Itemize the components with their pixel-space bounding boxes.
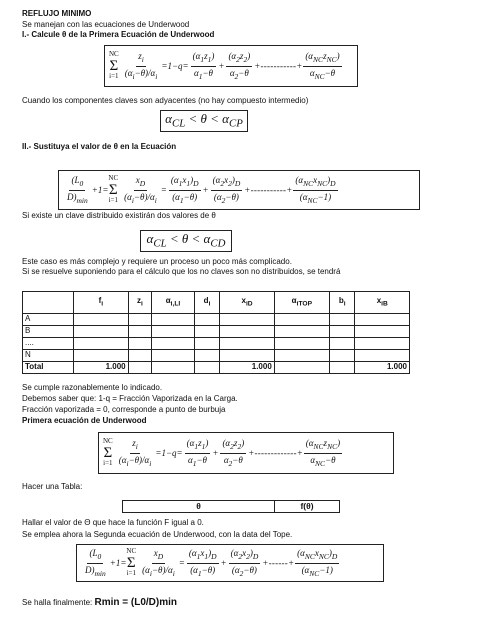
- complex-note-1: Este caso es más complejo y requiere un proceso un poco más complicado.: [22, 257, 292, 266]
- table-cell: [274, 338, 329, 350]
- step-two-heading: II.- Sustituya el valor de θ en la Ecuación: [22, 142, 177, 151]
- sum-symbol-4: NC Σ i=1: [126, 547, 137, 577]
- table-cell: [152, 350, 195, 362]
- theta-table-row: [123, 501, 340, 513]
- page-title: REFLUJO MINIMO: [22, 9, 92, 18]
- distributed-key-note: Si existe un clave distribuido existirán dos valores de θ: [22, 211, 216, 220]
- table-header-row: [23, 292, 410, 314]
- table-cell: [128, 314, 152, 326]
- underwood-second-equation: $\frac{(L_0}{D)_{min}}$ +1= NC Σ i=1 $\frac{x_D}{(\alpha_i-\theta)/\alpha_i}$ = $\frac{(\alpha_1x_1)_D}{(\alpha_1-\theta)}$ + $\frac{(\alpha_2x_2)_D}{(\alpha_2-\theta)}$ + - - - - - - - - - - - + $\frac{(\alpha_{NC}x_{NC})_D}{(\alpha_{NC}-1)}$: [58, 170, 420, 210]
- table-cell: B: [23, 326, 74, 338]
- table-cell: [128, 362, 152, 374]
- table-header-cell: $f_i$: [74, 292, 128, 314]
- table-cell: [329, 314, 355, 326]
- table-cell: 1.000: [220, 362, 274, 374]
- table-cell: [152, 326, 195, 338]
- table-cell: [355, 338, 410, 350]
- table-cell: [274, 362, 329, 374]
- table-cell: [274, 314, 329, 326]
- underwood-second-equation-top: $\frac{(L_0}{D)_{min}}$ +1= NC Σ i=1 $\frac{x_D}{(\alpha_i-\theta)/\alpha_i}$ = $\frac{(\alpha_1x_1)_D}{(\alpha_1-\theta)}$ + $\frac{(\alpha_2x_2)_D}{(\alpha_2-\theta)}$ + - - - - - - + $\frac{(\alpha_{NC}x_{NC})_D}{(\alpha_{NC}-1)}$: [76, 544, 384, 582]
- sum-symbol-2: NC Σ i=1: [108, 174, 119, 204]
- underwood-first-equation-repeat: NC Σ i=1 $\frac{z_i}{(\alpha_i-\theta)/\alpha_i}$ =1−q= $\frac{(\alpha_1z_1)}{\alpha_1-\theta}$ + $\frac{(\alpha_2z_2)}{\alpha_2-\theta}$ + - - - - - - - - - - - - - + $\frac{(\alpha_{NC}z_{NC})}{\alpha_{NC}-\theta}$: [98, 432, 394, 474]
- table-cell: Total: [23, 362, 74, 374]
- table-cell: [194, 362, 220, 374]
- table-cell: [355, 326, 410, 338]
- sum-symbol: NC Σ i=1: [109, 50, 119, 80]
- reasonable-note: Se cumple razonablemente lo indicado.: [22, 383, 163, 392]
- table-cell: [194, 314, 220, 326]
- use-second-equation-text: Se emplea ahora la Segunda ecuación de Underwood, con la data del Tope.: [22, 530, 293, 539]
- table-cell: [194, 326, 220, 338]
- table-cell: [355, 350, 410, 362]
- table-cell: [329, 362, 355, 374]
- bubble-point-note: Fracción vaporizada = 0, corresponde a punto de burbuja: [22, 405, 226, 414]
- table-header-cell: $x_{iB}$: [355, 292, 410, 314]
- table-row: [23, 338, 410, 350]
- table-cell: [355, 314, 410, 326]
- table-cell: 1.000: [355, 362, 410, 374]
- table-cell: [329, 338, 355, 350]
- table-cell: [194, 338, 220, 350]
- table-row: [23, 314, 410, 326]
- table-header-cell: $b_i$: [329, 292, 355, 314]
- table-cell: [220, 338, 274, 350]
- complex-note-2: Si se resuelve suponiendo para el cálculo que los no claves son no distribuidos, se tendrá: [22, 267, 341, 276]
- table-header-cell: [23, 292, 74, 314]
- table-header-cell: $d_i$: [194, 292, 220, 314]
- key-inequality-distributed: $\alpha_{CL} < \theta < \alpha_{CD}$: [140, 230, 232, 252]
- component-table: [22, 291, 410, 374]
- table-cell: [274, 326, 329, 338]
- first-equation-label: Primera ecuación de Underwood: [22, 416, 147, 425]
- table-cell: [152, 362, 195, 374]
- table-cell: [74, 338, 128, 350]
- table-header-cell: $\alpha_{i,LI}$: [152, 292, 195, 314]
- table-cell: [128, 350, 152, 362]
- adjacent-keys-note: Cuando los componentes claves son adyacentes (no hay compuesto intermedio): [22, 96, 309, 105]
- table-header-cell: $\alpha_{iTOP}$: [274, 292, 329, 314]
- finally-label: Se halla finalmente:: [22, 598, 93, 607]
- make-table-text: Hacer una Tabla:: [22, 482, 83, 491]
- table-cell: [152, 338, 195, 350]
- table-header-cell: $x_{iD}$: [220, 292, 274, 314]
- vaporized-fraction-note: Debemos saber que: 1-q = Fracción Vaporizada en la Carga.: [22, 394, 238, 403]
- table-cell: [329, 326, 355, 338]
- theta-header: θ: [123, 501, 275, 513]
- table-cell: [274, 350, 329, 362]
- table-cell: [128, 338, 152, 350]
- table-cell: [194, 350, 220, 362]
- table-cell: [220, 350, 274, 362]
- table-cell: [152, 314, 195, 326]
- final-result-line: [22, 597, 177, 608]
- table-total-row: [23, 362, 410, 374]
- table-cell: [329, 350, 355, 362]
- table-cell: N: [23, 350, 74, 362]
- table-cell: [220, 326, 274, 338]
- table-cell: [74, 314, 128, 326]
- step-one-heading: I.- Calcule θ de la Primera Ecuación de Underwood: [22, 30, 215, 39]
- table-cell: [74, 350, 128, 362]
- table-cell: ....: [23, 338, 74, 350]
- sum-symbol-3: NC Σ i=1: [103, 437, 113, 467]
- find-theta-text: Hallar el valor de Θ que hace la función F igual a 0.: [22, 518, 204, 527]
- table-cell: A: [23, 314, 74, 326]
- table-cell: 1.000: [74, 362, 128, 374]
- underwood-first-equation: NC Σ i=1 $\frac{z_i}{(\alpha_i-\theta)/\alpha_i}$ =1−q= $\frac{(\alpha_1z_1)}{\alpha_1-\theta}$ + $\frac{(\alpha_2z_2)}{\alpha_2-\theta}$ + - - - - - - - - - - - + $\frac{(\alpha_{NC}z_{NC})}{\alpha_{NC}-\theta}$: [104, 45, 358, 87]
- table-cell: [128, 326, 152, 338]
- theta-table: [122, 500, 340, 513]
- rmin-formula: Rmin = (L0/D)min: [94, 597, 178, 608]
- table-row: [23, 326, 410, 338]
- table-header-cell: $z_i$: [128, 292, 152, 314]
- f-theta-header: f(θ): [275, 501, 340, 513]
- table-cell: [74, 326, 128, 338]
- table-row: [23, 350, 410, 362]
- intro-text: Se manejan con las ecuaciones de Underwood: [22, 20, 190, 29]
- table-cell: [220, 314, 274, 326]
- key-inequality-adjacent: $\alpha_{CL} < \theta < \alpha_{CP}$: [160, 110, 248, 132]
